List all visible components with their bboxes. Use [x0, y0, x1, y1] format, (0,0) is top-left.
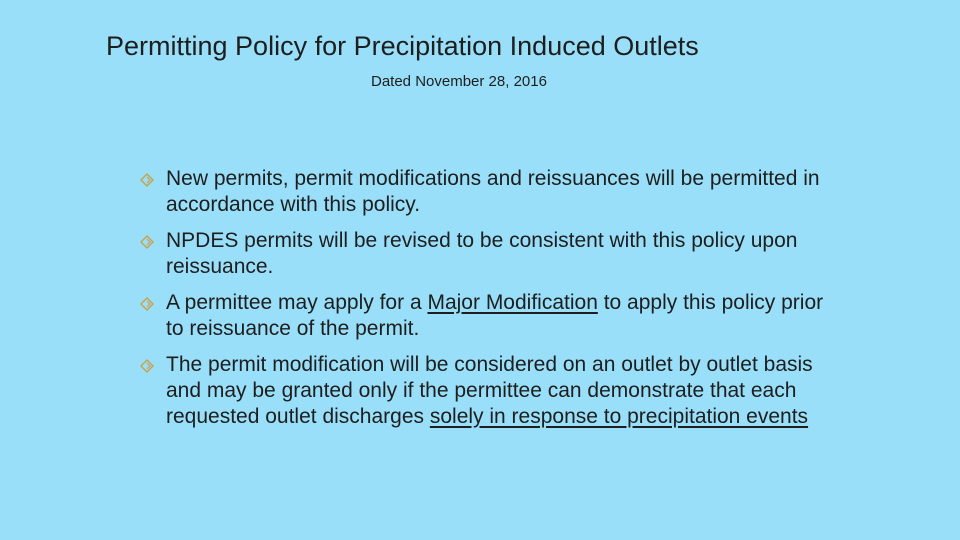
bullet-text: New permits, permit modifications and reissuances will be permitted in accordance with this policy. [166, 167, 820, 216]
diamond-bullet-icon [140, 359, 154, 373]
bullet-item [140, 228, 840, 280]
bullet-item [140, 352, 840, 430]
bullet-text: A permittee may apply for a Major Modification to apply this policy prior to reissuance of the permit. [166, 291, 824, 340]
bullet-list [140, 166, 840, 440]
bullet-item [140, 166, 840, 218]
bullet-text: The permit modification will be considered on an outlet by outlet basis and may be granted only if the permittee can demonstrate that each requested outlet discharges solely in response to precipitation events [166, 353, 813, 428]
bullet-text: NPDES permits will be revised to be consistent with this policy upon reissuance. [166, 229, 798, 278]
diamond-bullet-icon [140, 173, 154, 187]
bullet-item [140, 290, 840, 342]
underlined-term: Major Modification [427, 291, 598, 314]
underlined-term: solely in response to precipitation events [429, 405, 809, 428]
diamond-bullet-icon [140, 297, 154, 311]
diamond-bullet-icon [140, 235, 154, 249]
slide-title: Permitting Policy for Precipitation Induced Outlets [106, 31, 699, 61]
slide-subtitle: Dated November 28, 2016 [371, 73, 547, 90]
